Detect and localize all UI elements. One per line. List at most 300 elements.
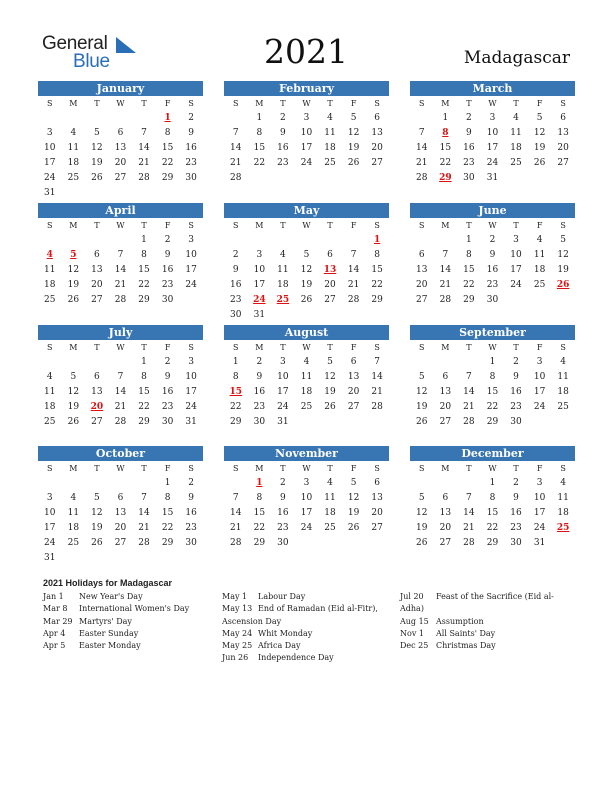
day-cell: 27	[91, 295, 103, 305]
month-december	[410, 446, 575, 551]
month-header: September	[410, 325, 575, 340]
day-cell: 14	[138, 508, 150, 518]
day-cell: 21	[371, 387, 383, 397]
week-row	[224, 415, 389, 430]
day-cell: 2	[513, 357, 519, 367]
holiday-name: End of Ramadan (Eid al-Fitr),	[258, 604, 378, 614]
day-cell	[109, 476, 133, 491]
weekday-label: F	[164, 343, 171, 352]
month-november	[224, 446, 389, 551]
day-cell: 30	[486, 295, 499, 305]
day-cell: 27	[557, 158, 569, 168]
day-cell: 14	[416, 143, 428, 153]
day-cell: 24	[300, 158, 313, 168]
day-cell: 4	[303, 357, 310, 367]
day-cell: 5	[94, 128, 100, 138]
day-cell: 20	[371, 143, 383, 153]
day-cell: 16	[185, 508, 197, 518]
holiday-name: Easter Monday	[79, 641, 141, 651]
day-cell: 15	[463, 265, 475, 275]
day-cell: 22	[253, 523, 266, 533]
day-cell: 18	[557, 508, 569, 518]
day-cell	[365, 536, 389, 551]
day-cell: 12	[300, 265, 313, 275]
weekday-label: S	[47, 343, 53, 352]
day-cell: 14	[114, 265, 127, 275]
weekday-label: M	[69, 343, 78, 352]
weekday-label: W	[488, 343, 497, 352]
day-cell: 23	[230, 295, 242, 305]
day-cell: 2	[188, 478, 195, 488]
day-cell: 25	[67, 538, 80, 548]
holiday-name: Easter Sunday	[79, 628, 139, 638]
day-cell: 1	[141, 357, 147, 367]
week-row	[410, 400, 575, 415]
day-cell: 19	[416, 523, 428, 533]
week-row	[38, 400, 203, 415]
day-cell: 19	[557, 265, 569, 275]
holiday-entry	[43, 640, 213, 652]
day-cell: 5	[536, 113, 543, 123]
day-cell: 28	[114, 417, 127, 427]
week-row	[224, 476, 389, 491]
day-cell: 13	[439, 508, 452, 518]
week-row	[38, 186, 203, 201]
day-cell: 7	[466, 372, 472, 382]
holiday-entry	[43, 616, 213, 628]
day-cell: 27	[347, 402, 360, 412]
day-cell: 13	[114, 143, 127, 153]
holiday-name: Africa Day	[258, 641, 301, 651]
day-cell: 22	[230, 402, 242, 412]
day-cell: 26	[416, 538, 428, 548]
day-cell: 2	[256, 357, 263, 367]
day-cell: 29	[161, 173, 174, 183]
day-cell	[365, 415, 389, 430]
week-row	[410, 415, 575, 430]
day-cell: 1	[164, 478, 171, 488]
day-cell: 22	[486, 523, 499, 533]
day-cell: 7	[141, 493, 147, 503]
weekday-label: T	[327, 464, 333, 473]
day-cell: 9	[513, 372, 519, 382]
holiday-date: Mar 8	[43, 604, 68, 614]
weekday-label: W	[116, 343, 125, 352]
month-march	[410, 81, 575, 186]
day-cell: 5	[94, 493, 100, 503]
day-cell	[156, 186, 180, 201]
day-cell	[85, 551, 109, 566]
day-cell: 1	[489, 478, 496, 488]
day-cell: 14	[463, 508, 475, 518]
day-cell: 30	[161, 417, 174, 427]
day-cell: 15	[138, 265, 150, 275]
day-cell: 14	[463, 387, 475, 397]
day-cell: 21	[463, 523, 475, 533]
day-cell: 22	[138, 402, 150, 412]
day-cell: 3	[303, 478, 310, 488]
day-cell: 7	[418, 128, 425, 138]
month-june	[410, 203, 575, 308]
weekday-label: S	[188, 464, 194, 473]
weekday-label: S	[419, 343, 425, 352]
day-cell	[271, 308, 295, 323]
day-cell: 25	[67, 173, 80, 183]
day-cell: 10	[486, 128, 499, 138]
day-cell: 6	[374, 113, 381, 123]
week-row	[224, 308, 389, 323]
weekday-label: T	[280, 343, 286, 352]
day-cell: 3	[46, 128, 53, 138]
day-cell: 13	[114, 508, 127, 518]
day-cell: 16	[486, 265, 499, 275]
day-cell	[85, 186, 109, 201]
day-cell: 21	[347, 280, 360, 290]
holiday-date: Nov 1	[400, 628, 424, 638]
holiday-day-cell: 25	[556, 523, 570, 533]
weekday-label: W	[302, 464, 311, 473]
day-cell	[109, 551, 133, 566]
day-cell: 12	[91, 143, 103, 153]
day-cell: 11	[277, 265, 289, 275]
day-cell: 20	[416, 280, 428, 290]
day-cell: 28	[114, 295, 127, 305]
holiday-name: Whit Monday	[258, 628, 313, 638]
day-cell: 28	[230, 173, 242, 183]
week-row	[38, 521, 203, 536]
day-cell: 15	[486, 508, 499, 518]
day-cell: 5	[327, 357, 333, 367]
holiday-day-cell: 4	[46, 250, 53, 260]
day-cell	[457, 476, 481, 491]
month-header: December	[410, 446, 575, 461]
day-cell: 26	[416, 417, 428, 427]
weekday-label: T	[94, 343, 100, 352]
day-cell: 7	[117, 250, 124, 260]
weekday-header-row	[224, 96, 389, 111]
day-cell: 12	[533, 128, 546, 138]
weekday-label: M	[255, 343, 264, 352]
day-cell: 19	[91, 158, 103, 168]
day-cell: 28	[463, 538, 475, 548]
day-cell: 7	[374, 357, 381, 367]
holiday-day-cell: 1	[374, 235, 381, 245]
day-cell: 6	[117, 493, 124, 503]
day-cell: 3	[303, 113, 310, 123]
week-row	[410, 248, 575, 263]
day-cell: 1	[466, 235, 472, 245]
day-cell: 5	[418, 493, 425, 503]
day-cell: 29	[138, 417, 150, 427]
day-cell: 25	[324, 158, 336, 168]
day-cell: 17	[185, 387, 197, 397]
day-cell: 8	[466, 250, 472, 260]
day-cell: 12	[67, 387, 80, 397]
week-row	[410, 476, 575, 491]
day-cell: 7	[232, 128, 239, 138]
weekday-label: S	[47, 221, 53, 230]
day-cell	[38, 355, 62, 370]
day-cell: 16	[463, 143, 475, 153]
day-cell	[62, 476, 86, 491]
holiday-name: Feast of the Sacrifice (Eid al-	[436, 592, 554, 601]
day-cell: 26	[347, 158, 360, 168]
day-cell: 6	[418, 250, 425, 260]
day-cell: 4	[46, 372, 53, 382]
weekday-label: M	[255, 464, 264, 473]
day-cell: 8	[374, 250, 381, 260]
day-cell: 8	[164, 128, 171, 138]
day-cell: 9	[164, 250, 171, 260]
week-row	[224, 355, 389, 370]
day-cell	[224, 111, 248, 126]
day-cell	[132, 111, 156, 126]
day-cell: 21	[138, 158, 150, 168]
week-row	[224, 521, 389, 536]
day-cell	[410, 476, 434, 491]
weekday-label: T	[466, 221, 472, 230]
day-cell: 30	[510, 538, 522, 548]
day-cell: 6	[442, 493, 449, 503]
day-cell: 23	[185, 158, 197, 168]
day-cell: 4	[70, 493, 77, 503]
day-cell: 14	[347, 265, 360, 275]
day-cell: 20	[439, 402, 452, 412]
day-cell: 24	[185, 280, 197, 290]
day-cell: 22	[253, 158, 266, 168]
week-row	[38, 111, 203, 126]
day-cell: 22	[161, 523, 174, 533]
day-cell: 21	[138, 523, 150, 533]
day-cell: 9	[164, 372, 171, 382]
day-cell: 25	[557, 402, 569, 412]
weekday-header-row	[410, 96, 575, 111]
day-cell: 30	[230, 310, 242, 320]
weekday-label: T	[141, 221, 147, 230]
day-cell	[551, 536, 575, 551]
day-cell	[318, 171, 342, 186]
day-cell: 18	[324, 143, 336, 153]
holiday-day-cell: 5	[70, 250, 77, 260]
day-cell	[38, 111, 62, 126]
day-cell	[318, 308, 342, 323]
day-cell: 26	[67, 417, 80, 427]
day-cell: 12	[347, 493, 360, 503]
day-cell: 26	[533, 158, 546, 168]
holiday-date: May 13	[222, 604, 253, 614]
day-cell: 31	[533, 538, 546, 548]
holiday-date: May 1	[222, 592, 248, 601]
day-cell	[295, 536, 319, 551]
day-cell	[62, 186, 86, 201]
holiday-entry	[43, 628, 213, 640]
day-cell: 11	[67, 143, 80, 153]
day-cell: 25	[324, 523, 336, 533]
day-cell: 4	[327, 113, 333, 123]
day-cell	[109, 355, 133, 370]
day-cell: 7	[442, 250, 449, 260]
week-row	[38, 551, 203, 566]
month-may	[224, 203, 389, 323]
weekday-label: S	[560, 99, 566, 108]
day-cell	[342, 415, 366, 430]
day-cell: 6	[117, 128, 124, 138]
day-cell	[179, 293, 203, 308]
day-cell: 17	[300, 143, 313, 153]
weekday-label: F	[536, 221, 543, 230]
day-cell: 17	[185, 265, 197, 275]
day-cell: 24	[533, 523, 546, 533]
weekday-label: S	[188, 99, 194, 108]
weekday-label: S	[419, 99, 425, 108]
day-cell: 2	[188, 113, 195, 123]
day-cell	[224, 233, 248, 248]
day-cell: 2	[164, 357, 171, 367]
day-cell: 17	[44, 523, 56, 533]
day-cell: 20	[114, 158, 127, 168]
weekday-label: M	[69, 464, 78, 473]
day-cell	[109, 111, 133, 126]
day-cell	[85, 476, 109, 491]
day-cell: 24	[185, 402, 197, 412]
day-cell	[342, 233, 366, 248]
day-cell: 7	[232, 493, 239, 503]
day-cell: 23	[486, 280, 499, 290]
day-cell: 21	[230, 523, 242, 533]
day-cell: 12	[347, 128, 360, 138]
day-cell: 12	[557, 250, 569, 260]
day-cell: 17	[300, 508, 313, 518]
day-cell	[132, 476, 156, 491]
day-cell: 2	[232, 250, 239, 260]
month-header: April	[38, 203, 203, 218]
day-cell	[365, 308, 389, 323]
holiday-day-cell: 20	[90, 402, 104, 412]
weekday-label: S	[374, 464, 380, 473]
day-cell	[318, 536, 342, 551]
day-cell: 18	[67, 158, 80, 168]
holiday-entry	[222, 640, 397, 652]
day-cell: 24	[486, 158, 499, 168]
holiday-day-cell: 29	[439, 173, 452, 183]
day-cell: 19	[324, 387, 336, 397]
day-cell: 3	[256, 250, 263, 260]
day-cell: 27	[114, 538, 127, 548]
weekday-label: F	[350, 343, 357, 352]
day-cell	[85, 355, 109, 370]
day-cell: 4	[70, 128, 77, 138]
day-cell: 9	[232, 265, 239, 275]
holiday-entry	[400, 628, 560, 640]
day-cell	[410, 355, 434, 370]
day-cell: 17	[253, 280, 266, 290]
day-cell: 5	[303, 250, 310, 260]
week-row	[38, 278, 203, 293]
week-row	[38, 355, 203, 370]
weekday-label: W	[302, 221, 311, 230]
day-cell: 13	[439, 387, 452, 397]
day-cell: 20	[91, 280, 103, 290]
day-cell: 26	[91, 173, 103, 183]
day-cell: 30	[253, 417, 266, 427]
day-cell	[224, 476, 248, 491]
day-cell: 8	[489, 493, 496, 503]
holiday-entry	[222, 628, 397, 640]
weekday-header-row	[38, 461, 203, 476]
day-cell: 23	[510, 402, 522, 412]
day-cell: 29	[230, 417, 242, 427]
day-cell: 16	[161, 387, 174, 397]
holiday-entry	[400, 591, 560, 603]
day-cell: 18	[44, 280, 56, 290]
week-row	[410, 521, 575, 536]
day-cell	[62, 551, 86, 566]
weekday-label: S	[233, 221, 239, 230]
week-row	[38, 415, 203, 430]
day-cell: 4	[560, 357, 567, 367]
day-cell: 23	[185, 523, 197, 533]
day-cell: 31	[44, 553, 56, 563]
holiday-date: Jun 26	[222, 653, 249, 663]
day-cell: 15	[253, 143, 266, 153]
weekday-label: M	[441, 221, 450, 230]
day-cell: 22	[439, 158, 452, 168]
holiday-date: Apr 4	[43, 628, 66, 638]
weekday-label: W	[488, 221, 497, 230]
month-april	[38, 203, 203, 308]
week-row	[224, 126, 389, 141]
day-cell	[271, 171, 295, 186]
day-cell: 21	[230, 158, 242, 168]
month-august	[224, 325, 389, 430]
day-cell: 1	[442, 113, 449, 123]
day-cell	[179, 551, 203, 566]
day-cell: 11	[44, 265, 56, 275]
month-february	[224, 81, 389, 186]
weekday-label: T	[466, 464, 472, 473]
day-cell: 18	[67, 523, 80, 533]
weekday-label: W	[116, 221, 125, 230]
day-cell: 6	[442, 372, 449, 382]
holiday-date: Apr 5	[43, 641, 66, 651]
day-cell: 4	[536, 235, 543, 245]
week-row	[38, 263, 203, 278]
day-cell: 29	[138, 295, 150, 305]
holiday-day-cell: 13	[323, 265, 337, 275]
day-cell: 26	[347, 523, 360, 533]
weekday-header-row	[38, 340, 203, 355]
day-cell: 17	[510, 265, 522, 275]
holiday-date: May 24	[222, 628, 253, 638]
day-cell: 15	[486, 387, 499, 397]
day-cell: 13	[371, 493, 383, 503]
day-cell: 31	[44, 188, 56, 198]
day-cell: 28	[230, 538, 242, 548]
holiday-entry	[43, 591, 213, 603]
holiday-day-cell: 24	[253, 295, 266, 305]
week-row	[38, 385, 203, 400]
day-cell: 6	[94, 372, 100, 382]
weekday-label: T	[466, 99, 472, 108]
weekday-label: S	[188, 343, 194, 352]
weekday-label: T	[280, 221, 286, 230]
holidays-column	[400, 591, 560, 652]
week-row	[410, 141, 575, 156]
day-cell: 12	[416, 508, 428, 518]
day-cell: 19	[300, 280, 313, 290]
day-cell: 11	[44, 387, 56, 397]
day-cell	[551, 415, 575, 430]
